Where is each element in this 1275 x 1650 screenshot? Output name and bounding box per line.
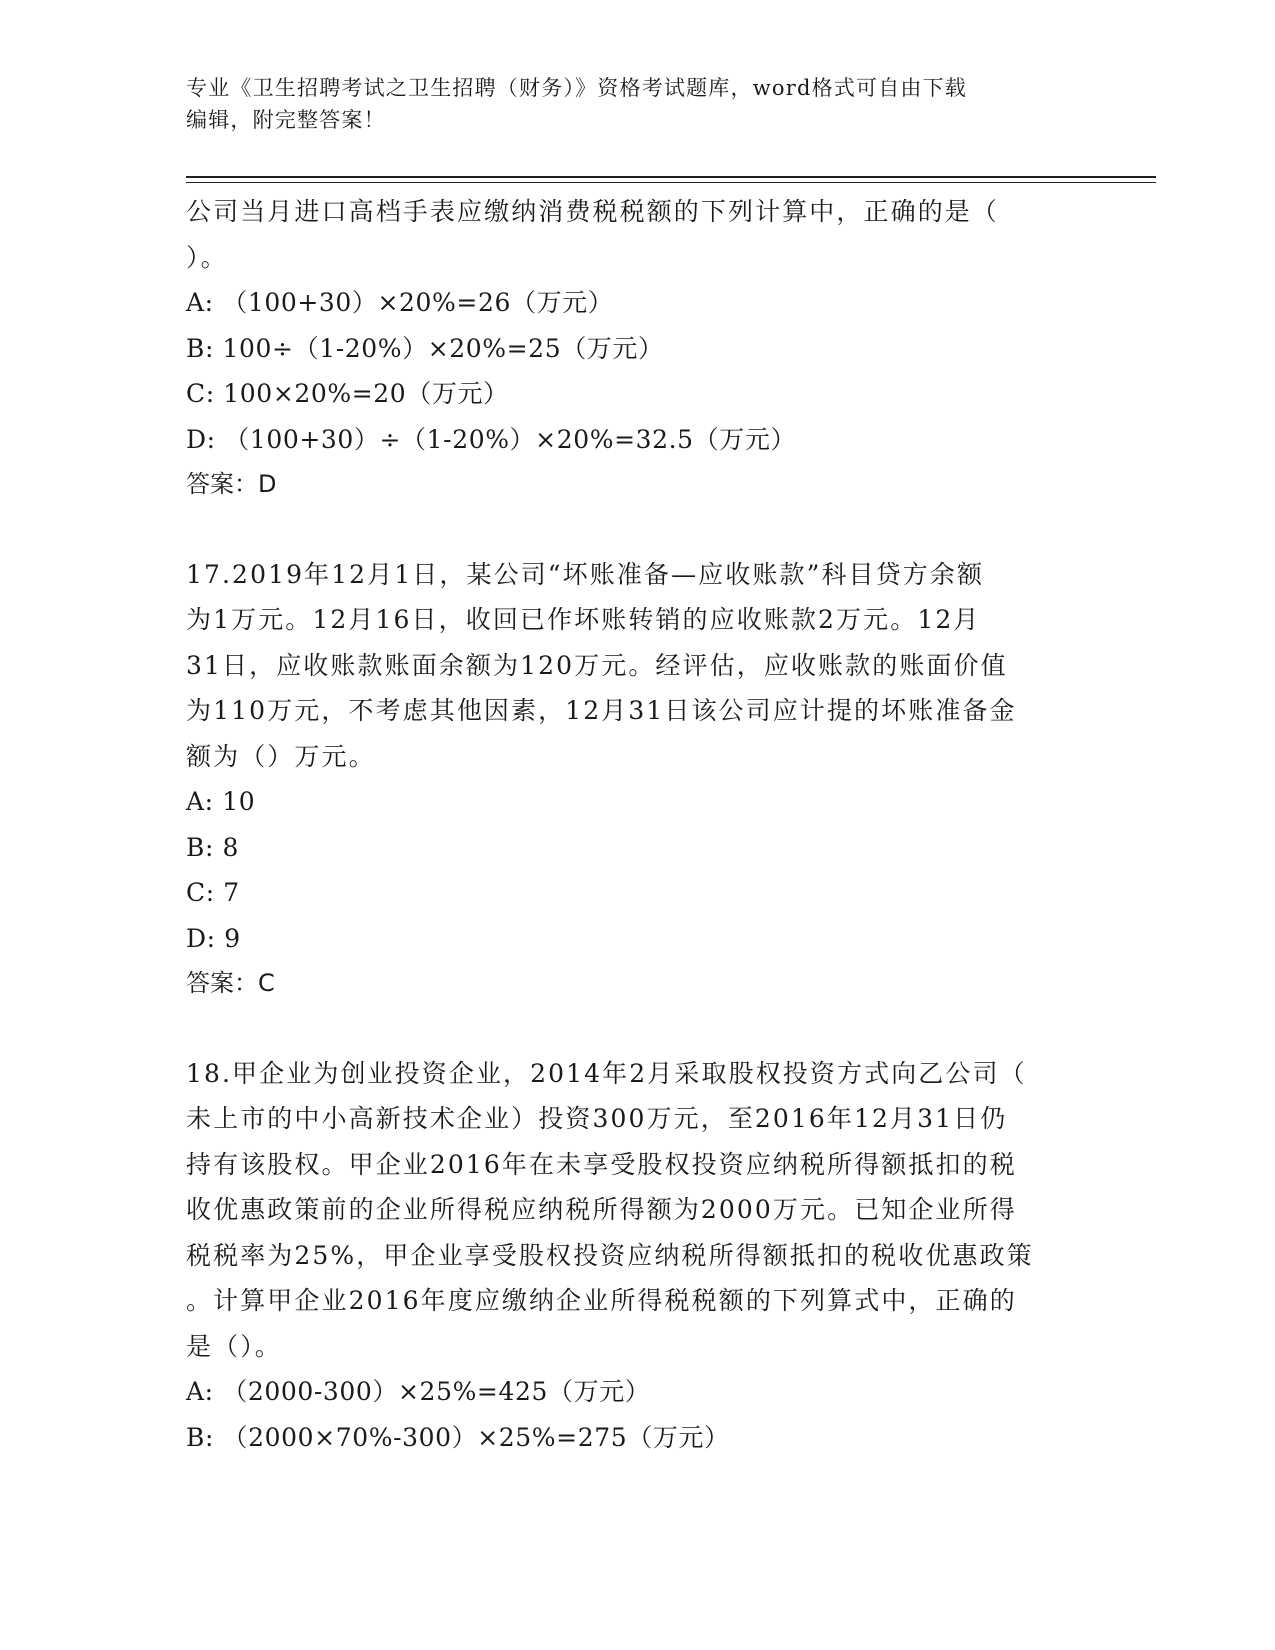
question-text-line: ）。 <box>186 242 228 272</box>
document-body <box>186 189 1086 1460</box>
spacer <box>186 1007 1086 1051</box>
question-text-line: 额为（）万元。 <box>186 741 376 771</box>
option-a: A: （100+30）×20%=26（万元） <box>186 288 614 317</box>
option-c: C: 7 <box>186 878 240 907</box>
option-a: A: 10 <box>186 787 256 816</box>
question-text-line: 是（）。 <box>186 1331 282 1361</box>
option-c: C: 100×20%=20（万元） <box>186 379 509 408</box>
question-text-line: 17.2019年12月1日，某公司“坏账准备—应收账款”科目贷方余额 <box>186 559 985 589</box>
option-d: D: 9 <box>186 923 241 953</box>
header-line-2: 编辑，附完整答案！ <box>186 108 386 132</box>
answer-label: 答案：C <box>186 969 275 997</box>
option-b: B: （2000×70%-300）×25%=275（万元） <box>186 1422 730 1452</box>
spacer <box>186 508 1086 552</box>
question-text-line: 。计算甲企业2016年度应缴纳企业所得税税额的下列算式中，正确的 <box>186 1286 1017 1315</box>
question-text-line: 为1万元。12月16日，收回已作坏账转销的应收账款2万元。12月 <box>186 605 981 634</box>
question-text-line: 税税率为25%，甲企业享受股权投资应纳税所得额抵扣的税收优惠政策 <box>186 1240 1034 1270</box>
question-text-line: 持有该股权。甲企业2016年在未享受股权投资应纳税所得额抵扣的税 <box>186 1149 1017 1179</box>
option-b: B: 100÷（1-20%）×20%=25（万元） <box>186 333 664 363</box>
question-text-line: 为110万元，不考虑其他因素，12月31日该公司应计提的坏账准备金 <box>186 696 1017 725</box>
question-16 <box>186 189 1086 508</box>
header-rule-thin <box>186 182 1156 183</box>
question-text-line: 未上市的中小高新技术企业）投资300万元，至2016年12月31日仍 <box>186 1104 1008 1133</box>
document-header <box>186 72 1066 136</box>
header-line-1: 专业《卫生招聘考试之卫生招聘（财务）》资格考试题库，word格式可自由下载 <box>186 76 967 100</box>
question-text-line: 公司当月进口高档手表应缴纳消费税税额的下列计算中，正确的是（ <box>186 197 1000 226</box>
question-text-line: 18.甲企业为创业投资企业，2014年2月采取股权投资方式向乙公司（ <box>186 1058 1027 1088</box>
option-a: A: （2000-300）×25%=425（万元） <box>186 1377 651 1406</box>
option-d: D: （100+30）÷（1-20%）×20%=32.5（万元） <box>186 424 797 454</box>
question-text-line: 收优惠政策前的企业所得税应纳税所得额为2000万元。已知企业所得 <box>186 1195 1017 1224</box>
question-text-line: 31日，应收账款账面余额为120万元。经评估，应收账款的账面价值 <box>186 650 1008 680</box>
question-18 <box>186 1051 1086 1461</box>
option-b: B: 8 <box>186 832 240 862</box>
header-rule-thick <box>186 176 1156 178</box>
answer-label: 答案：D <box>186 470 277 498</box>
question-17 <box>186 552 1086 1007</box>
